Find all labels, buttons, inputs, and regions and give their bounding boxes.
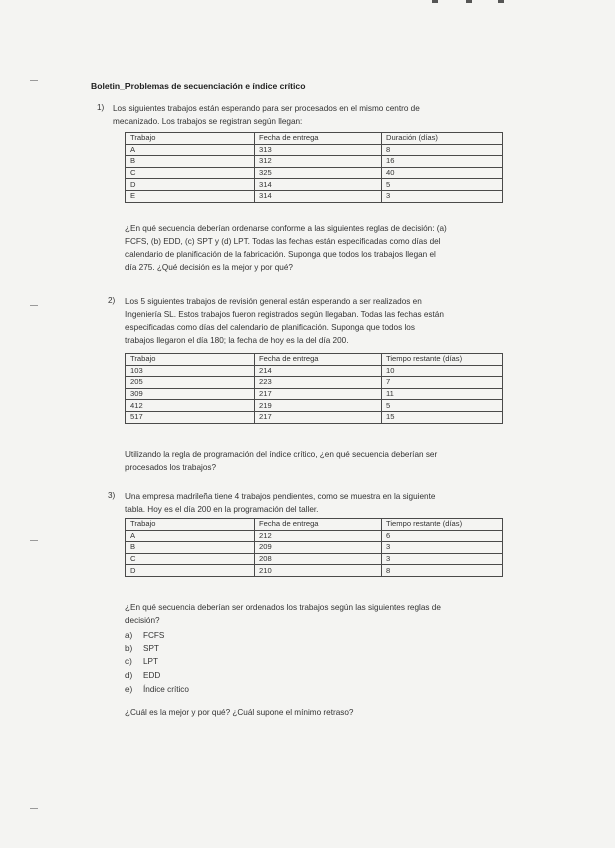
- table-row: [126, 156, 503, 168]
- table-cell: 10: [382, 365, 503, 377]
- table-cell: 214: [255, 365, 382, 377]
- table-cell: 5: [382, 400, 503, 412]
- punch-hole-mark: [30, 80, 38, 84]
- table-cell: 205: [126, 377, 255, 389]
- table-row: [126, 365, 503, 377]
- table-header-cell: Fecha de entrega: [255, 354, 382, 366]
- option-text: Índice crítico: [143, 685, 189, 694]
- table-header-cell: Fecha de entrega: [255, 519, 382, 531]
- table-cell: 16: [382, 156, 503, 168]
- table-row: [126, 388, 503, 400]
- question-line: Utilizando la regla de programación del índice crítico, ¿en qué secuencia deberían ser: [125, 450, 438, 459]
- question-line: ¿En qué secuencia deberían ser ordenados los trabajos según las siguientes reglas de: [125, 603, 441, 612]
- scan-mark: [466, 0, 472, 3]
- table-row: [126, 565, 503, 577]
- table-header-cell: Tiempo restante (días): [382, 354, 503, 366]
- table-cell: 209: [255, 542, 382, 554]
- table-cell: A: [126, 144, 255, 156]
- problem-text-line: Ingeniería SL. Estos trabajos fueron registrados según llegaban. Todas las fechas están: [125, 310, 444, 319]
- table-cell: 6: [382, 530, 503, 542]
- table-header-row: [126, 519, 503, 531]
- table-cell: 210: [255, 565, 382, 577]
- table-cell: B: [126, 156, 255, 168]
- table-cell: 11: [382, 388, 503, 400]
- table-cell: 7: [382, 377, 503, 389]
- problem-text-line: Los siguientes trabajos están esperando para ser procesados en el mismo centro de: [113, 104, 420, 113]
- problem-text-line: Los 5 siguientes trabajos de revisión general están esperando a ser realizados en: [125, 297, 422, 306]
- jobs-table: [125, 518, 503, 577]
- question-line: ¿En qué secuencia deberían ordenarse conforme a las siguientes reglas de decisión: (a): [125, 224, 447, 233]
- problem-text-line: mecanizado. Los trabajos se registran según llegan:: [113, 117, 303, 126]
- table-row: [126, 530, 503, 542]
- table-header-row: [126, 354, 503, 366]
- scan-mark: [498, 0, 504, 3]
- table-cell: D: [126, 565, 255, 577]
- table-cell: 5: [382, 179, 503, 191]
- table-cell: E: [126, 190, 255, 202]
- table-header-cell: Fecha de entrega: [255, 133, 382, 145]
- option-letter: d): [125, 671, 133, 680]
- question-line: día 275. ¿Qué decisión es la mejor y por qué?: [125, 263, 293, 272]
- table-row: [126, 179, 503, 191]
- option-text: EDD: [143, 671, 161, 680]
- option-letter: a): [125, 631, 133, 640]
- problem-text-line: tabla. Hoy es el día 200 en la programación del taller.: [125, 505, 319, 514]
- question-line: decisión?: [125, 616, 160, 625]
- table-row: [126, 411, 503, 423]
- table-cell: 40: [382, 167, 503, 179]
- option-letter: c): [125, 657, 132, 666]
- table-cell: A: [126, 530, 255, 542]
- table-cell: D: [126, 179, 255, 191]
- table-row: [126, 167, 503, 179]
- table-header-cell: Trabajo: [126, 354, 255, 366]
- table-cell: 314: [255, 179, 382, 191]
- table-cell: 8: [382, 144, 503, 156]
- option-text: FCFS: [143, 631, 165, 640]
- table-cell: 223: [255, 377, 382, 389]
- scan-mark: [432, 0, 438, 3]
- option-text: SPT: [143, 644, 159, 653]
- punch-hole-mark: [30, 305, 38, 309]
- table-cell: 8: [382, 565, 503, 577]
- table-cell: 412: [126, 400, 255, 412]
- table-cell: 313: [255, 144, 382, 156]
- table-header-row: [126, 133, 503, 145]
- table-cell: 325: [255, 167, 382, 179]
- table-cell: 103: [126, 365, 255, 377]
- punch-hole-mark: [30, 808, 38, 812]
- table-row: [126, 144, 503, 156]
- jobs-table: [125, 353, 503, 424]
- table-cell: 3: [382, 542, 503, 554]
- table-cell: B: [126, 542, 255, 554]
- table-header-cell: Tiempo restante (días): [382, 519, 503, 531]
- table-cell: 212: [255, 530, 382, 542]
- table-row: [126, 542, 503, 554]
- table-cell: 3: [382, 553, 503, 565]
- punch-hole-mark: [30, 540, 38, 544]
- table-header-cell: Trabajo: [126, 519, 255, 531]
- question-line: procesados los trabajos?: [125, 463, 217, 472]
- table-cell: C: [126, 167, 255, 179]
- problem-text-line: trabajos llegaron el día 180; la fecha de hoy es la del día 200.: [125, 336, 349, 345]
- problem-number: 2): [108, 296, 116, 305]
- table-cell: 15: [382, 411, 503, 423]
- problem-text-line: Una empresa madrileña tiene 4 trabajos pendientes, como se muestra en la siguiente: [125, 492, 436, 501]
- table-cell: 3: [382, 190, 503, 202]
- table-cell: 208: [255, 553, 382, 565]
- problem-number: 1): [97, 103, 105, 112]
- option-letter: e): [125, 685, 133, 694]
- problem-text-line: especificadas como días del calendario de planificación. Suponga que todos los: [125, 323, 415, 332]
- question-line: FCFS, (b) EDD, (c) SPT y (d) LPT. Todas las fechas están especificadas como días del: [125, 237, 441, 246]
- table-cell: 312: [255, 156, 382, 168]
- table-cell: 309: [126, 388, 255, 400]
- table-cell: 219: [255, 400, 382, 412]
- table-row: [126, 190, 503, 202]
- table-header-cell: Duración (días): [382, 133, 503, 145]
- option-letter: b): [125, 644, 133, 653]
- question-line: calendario de planificación de la fabricación. Suponga que todos los trabajos llegan el: [125, 250, 436, 259]
- problem-number: 3): [108, 491, 116, 500]
- table-cell: 517: [126, 411, 255, 423]
- table-cell: 217: [255, 388, 382, 400]
- table-row: [126, 400, 503, 412]
- table-cell: 217: [255, 411, 382, 423]
- table-cell: C: [126, 553, 255, 565]
- jobs-table: [125, 132, 503, 203]
- table-cell: 314: [255, 190, 382, 202]
- document-title: Boletin_Problemas de secuenciación e índice crítico: [91, 81, 306, 91]
- table-header-cell: Trabajo: [126, 133, 255, 145]
- table-row: [126, 377, 503, 389]
- option-text: LPT: [143, 657, 159, 666]
- closing-question: ¿Cuál es la mejor y por qué? ¿Cuál supone el mínimo retraso?: [125, 708, 354, 717]
- table-row: [126, 553, 503, 565]
